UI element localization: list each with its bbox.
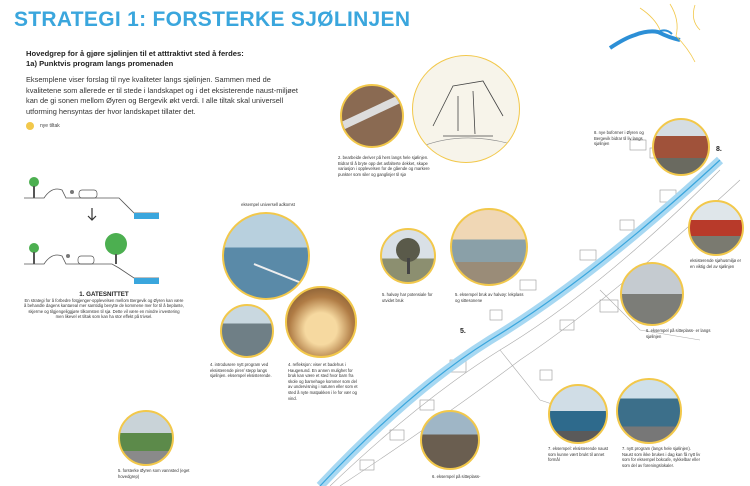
- photo-circle-5b: [450, 208, 528, 286]
- gate-text: En strategi for å forbedre fotgjenger-opplevelsen mellom Bergevik og Øyren kan være å behandle dagens kantareal mer samtidig benytte de kommene mer for til å beplante, skjerme og tilgjengeliggjøre tilkomsten til sjø. Dette vil være en mindre investering men likevel et tiltak som kan ha stor effekt på trivsel.: [24, 298, 184, 320]
- caption-3: eksempel universell adkomst: [241, 202, 295, 207]
- caption-4: 4. introdusere nytt program ved eksisterende pirer/ stepp langs sjølinjen. eksempel eksisterende.: [210, 362, 272, 379]
- tree-trunk: [33, 252, 35, 264]
- photo-path: [342, 96, 404, 126]
- caption-7b: 7. nytt program (langs hele sjølinjen). Naust som ikke brukes i dag kan få nytt liv som for eksempel bokcafe, sykkelbar eller som del av foreningslokaler.: [622, 446, 701, 468]
- subtitle: [26, 49, 326, 69]
- subtitle-line-2: 1a) Punktvis program langs promenaden: [26, 59, 174, 68]
- caption-8: 8. nye boformer i Øyren og Bergevik bidrar til liv langs sjølinjen: [594, 130, 644, 147]
- photo-circle-5: [380, 228, 436, 284]
- tree-icon: [29, 243, 39, 253]
- gate-section-diagram: [24, 168, 164, 288]
- water-before: [134, 213, 159, 219]
- legend: [26, 122, 60, 130]
- tree-trunk: [115, 254, 117, 264]
- gate-title: 1. GATESNITTET: [79, 291, 129, 298]
- photo-circle-10: [118, 410, 174, 466]
- photo-circle-7b: [616, 378, 682, 444]
- gate-section-after: [24, 255, 159, 278]
- arrow-down-icon: [88, 208, 96, 220]
- caption-5b: 5. eksempel bruk av halvøy: lekplass og sittesonene: [455, 292, 524, 303]
- subtitle-line-1: Hovedgrep for å gjøre sjølinjen til et atttraktivt sted å ferdes:: [26, 49, 244, 58]
- caption-2: 2. bearbeide deriver på hers langs hele sjølinjen. Bidrar til å bryte opp det asfalterte dekket, skape variasjon i opplevelsen for de gående og markere punkter som siler og ganglinjer til sjø: [338, 155, 430, 177]
- pier-illustration: [224, 214, 310, 300]
- tree-trunk: [33, 186, 35, 198]
- photo-circle-2: [340, 84, 404, 148]
- person-icon: [66, 254, 70, 258]
- caption-7: 7. eksempel: eksisterende naust som kunne vært brukt til annet formål: [548, 446, 609, 463]
- intro-text: Eksemplene viser forslag til nye kvaliteter langs sjølinjen. Sammen med de kvalitetene som allerede er til stede i landskapet og i det eksisterende naust-miljøet kan de gi sonen mellom Øyren og Bergevik økt verdi. I alle tiltak skal universell utforming hensyntas der hvor landskapet tillater det.: [26, 75, 298, 116]
- photo-circle-7: [548, 384, 608, 444]
- caption-5: 5. halvøy har potensiale for utvidet bruk: [382, 292, 433, 303]
- photo-circle-6b: [420, 410, 480, 470]
- sketch-illustration: [413, 56, 520, 163]
- caption-4b: 4. refleksjon: viser et badehus i Haugesund. En annen mulighet for bruk kan være et sted hvor barn fra skole og barnehage kommer som del av undervisning i naturen eller som et sted å nyte matpakken i le for vær og vind.: [288, 362, 358, 401]
- page-title: STRATEGI 1: FORSTERKE SJØLINJEN: [14, 8, 411, 31]
- photo-circle-8: [652, 118, 710, 176]
- photo-circle-6: [620, 262, 684, 326]
- legend-label: nye tiltak: [40, 123, 60, 129]
- caption-6b: 6. eksempel på sitteplass-: [432, 474, 481, 479]
- photo-circle-4b: [285, 286, 357, 358]
- caption-9: eksisterende sjøhusmiljø er en viktig del av sjølinjen: [690, 258, 741, 269]
- photo-circle-4: [220, 304, 274, 358]
- sketch-circle: [412, 55, 520, 163]
- car-icon: [78, 256, 94, 264]
- water-after: [134, 278, 159, 284]
- caption-10: 5. forsterke Øyren som vannsted (eget hovedgrep): [118, 468, 190, 479]
- map-label-8: 8.: [716, 146, 722, 153]
- photo-circle-3: [222, 212, 310, 300]
- tree-icon: [105, 233, 127, 255]
- caption-6: 6. eksempel på sitteplass- er langs sjølinjen: [646, 328, 711, 339]
- car-icon: [79, 190, 97, 198]
- photo-circle-9: [688, 200, 744, 256]
- person-icon: [70, 190, 74, 194]
- map-label-5: 5.: [460, 328, 466, 335]
- locator-fjord: [610, 31, 680, 48]
- locator-map: [600, 0, 750, 75]
- legend-dot-icon: [26, 122, 34, 130]
- tree-icon: [29, 177, 39, 187]
